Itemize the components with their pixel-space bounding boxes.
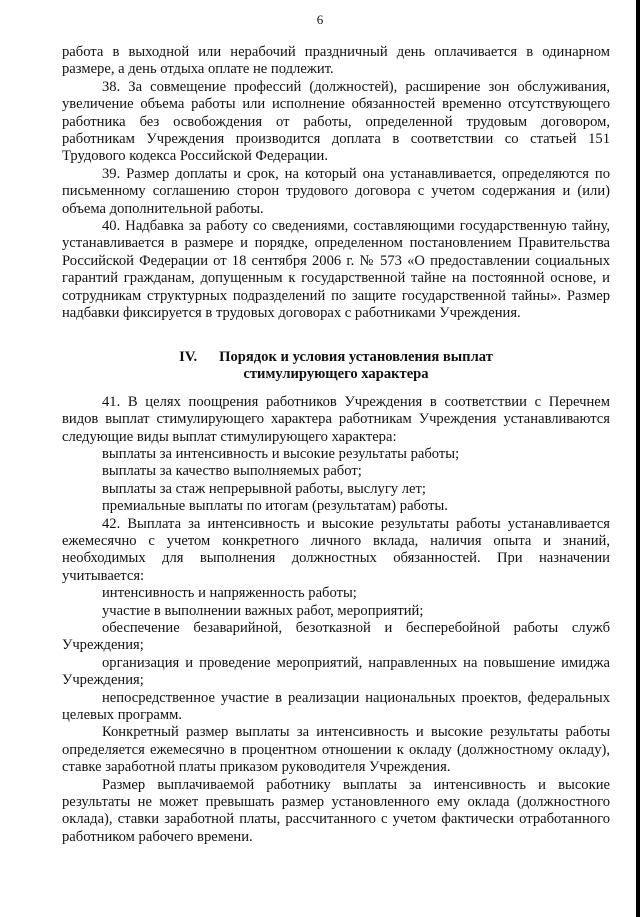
paragraph-42: 42. Выплата за интенсивность и высокие результаты работы устанавливается ежемесячно с учетом конкретного личного вклада, наличия опыта и знаний, необходимых для выполнения должностных обязанностей. При назначении учитывается: <box>62 515 610 584</box>
paragraph-41: 41. В целях поощрения работников Учреждения в соответствии с Перечнем видов выплат стимулирующего характера работникам Учреждения устанавливаются следующие виды выплат стимулирующего характера: <box>62 393 610 445</box>
page-number: 6 <box>316 12 324 27</box>
paragraph-specific-amount: Конкретный размер выплаты за интенсивность и высокие результаты работы определяется ежемесячно в процентном отношении к окладу (должностному окладу), ставке заработной платы приказом руководителя Учреждения. <box>62 724 610 776</box>
paragraph-39: 39. Размер доплаты и срок, на который она устанавливается, определяются по письменному соглашению сторон трудового договора с учетом содержания и (или) объема дополнительной работы. <box>62 165 610 217</box>
paragraph-38: 38. За совмещение профессий (должностей), расширение зон обслуживания, увеличение объема работы или исполнение обязанностей временно отсутствующего работника без освобождения от работы, определенной трудовым договором, работникам Учреждения производится доплата в соответствии со статьей 151 Трудового кодекса Российской Федерации. <box>62 78 610 165</box>
list-item: обеспечение безаварийной, безотказной и бесперебойной работы служб Учреждения; <box>62 619 610 654</box>
list-item: премиальные выплаты по итогам (результатам) работы. <box>102 498 448 515</box>
section-title-line1: Порядок и условия установления выплат <box>219 348 493 365</box>
list-item: выплаты за стаж непрерывной работы, выслугу лет; <box>102 480 426 497</box>
paragraph-40: 40. Надбавка за работу со сведениями, составляющими государственную тайну, устанавливается в размере и порядке, определенном постановлением Правительства Российской Федерации от 18 сентября 2006 г. № 573 «О предоставлении социальных гарантий гражданам, допущенным к государственной тайне на постоянной основе, и сотрудникам структурных подразделений по защите государственной тайны». Размер надбавки фиксируется в трудовых договорах с работниками Учреждения. <box>62 218 610 322</box>
section-title-line2: стимулирующего характера <box>243 366 429 383</box>
document-body <box>62 44 610 846</box>
list-item: организация и проведение мероприятий, направленных на повышение имиджа Учреждения; <box>62 654 610 689</box>
section-number: IV. <box>179 348 198 365</box>
paragraph-37-continuation: работа в выходной или нерабочий праздничный день оплачивается в одинарном размере, а день отдыха оплате не подлежит. <box>62 44 610 78</box>
list-item: выплаты за интенсивность и высокие результаты работы; <box>102 445 460 462</box>
paragraph-max-amount: Размер выплачиваемой работнику выплаты за интенсивность и высокие результаты не может превышать размер установленного ему оклада (должностного оклада), ставки заработной платы, рассчитанного с учетом фактически отработанного работником рабочего времени. <box>62 776 610 845</box>
list-item: выплаты за качество выполняемых работ; <box>102 463 362 480</box>
section-heading <box>62 349 610 384</box>
list-item: интенсивность и напряженность работы; <box>102 585 357 602</box>
list-item: непосредственное участие в реализации национальных проектов, федеральных целевых программ. <box>62 689 610 723</box>
list-item: участие в выполнении важных работ, мероприятий; <box>102 602 424 619</box>
scan-edge-divider <box>636 0 640 917</box>
